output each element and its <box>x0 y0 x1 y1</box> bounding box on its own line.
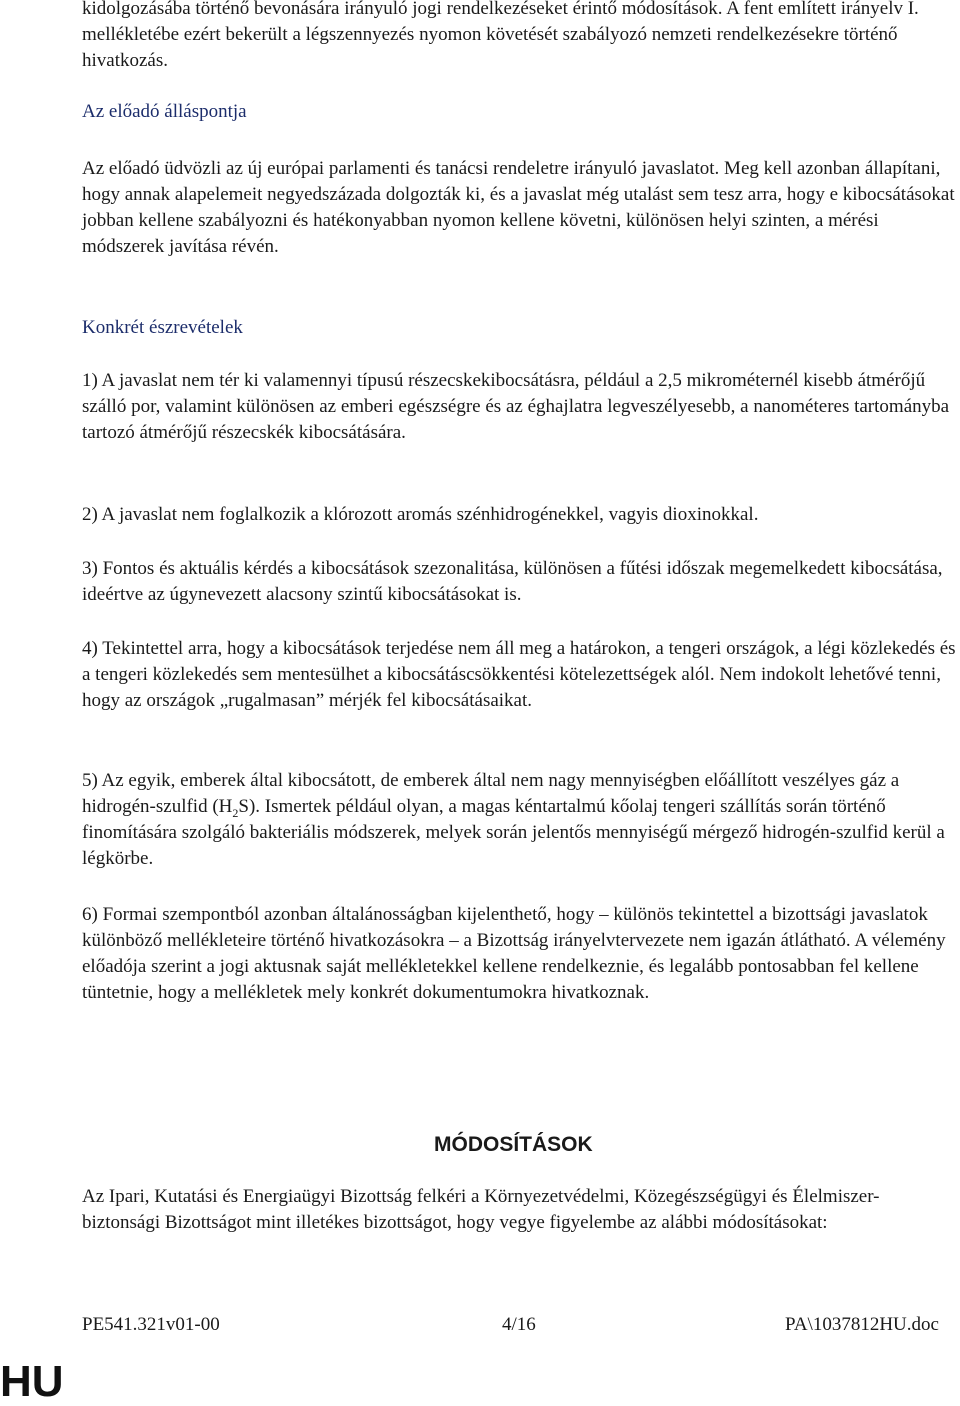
footer-doc-ref: PE541.321v01-00 <box>82 1314 220 1335</box>
footer-file-ref: PA\1037812HU.doc <box>785 1314 939 1335</box>
remark-item-2: 2) A javaslat nem foglalkozik a klórozott aromás szénhidrogénekkel, vagyis dioxinokkal. <box>82 504 759 525</box>
remark-item-4: 4) Tekintettel arra, hogy a kibocsátások terjedése nem áll meg a határokon, a tengeri országok, a légi közlekedés és a tengeri közlekedés sem mentesülhet a kibocsátáscsökkentési kötelezettségek alól. Nem indokolt lehetővé tenni, hogy az országok „rugalmasan” mérjék fel kibocsátásaikat. <box>82 638 956 711</box>
section-heading-rapporteur: Az előadó álláspontja <box>82 101 247 122</box>
section-heading-remarks: Konkrét észrevételek <box>82 317 243 338</box>
page-footer <box>82 1312 960 1338</box>
remark-item-1: 1) A javaslat nem tér ki valamennyi típusú részecskekibocsátásra, például a 2,5 mikrométernél kisebb átmérőjű szálló por, valamint különösen az emberi egészségre és az éghajlatra legveszélyesebb, a nanométeres tartományba tartozó átmérőjű részecskék kibocsátására. <box>82 370 950 443</box>
remark-item-3: 3) Fontos és aktuális kérdés a kibocsátások szezonalitása, különösen a fűtési időszak megemelkedett kibocsátása, ideértve az úgynevezett alacsony szintű kibocsátásokat is. <box>82 558 943 605</box>
remark-item-5-text-b: S). Ismertek például olyan, a magas kéntartalmú kőolaj tengeri szállítás során történő finomítására szolgáló bakteriális módszerek, melyek során jelentős mennyiségű mérgező hidrogén-szulfid kerül a légkörbe. <box>82 796 945 869</box>
remark-item-6: 6) Formai szempontból azonban általánosságban kijelenthető, hogy – különös tekintettel a bizottsági javaslatok különböző mellékleteire történő hivatkozásokra – a Bizottság irányelvtervezete nem igazán átlátható. A vélemény előadója szerint a jogi aktusnak saját mellékletekkel kellene rendelkeznie, és legalább pontosabban fel kellene tüntetnie, hogy a mellékletek mely konkrét dokumentumokra hivatkoznak. <box>82 904 946 1003</box>
intro-paragraph: kidolgozásába történő bevonására irányuló jogi rendelkezéseket érintő módosítások. A fent említett irányelv I. mellékletébe ezért bekerült a légszennyezés nyomon követését szabályozó nemzeti rendelkezésekre történő hivatkozás. <box>82 0 919 71</box>
remark-item-5-subscript: 2 <box>232 805 239 820</box>
remark-item-5 <box>82 768 956 872</box>
amendments-intro: Az Ipari, Kutatási és Energiaügyi Bizottság felkéri a Környezetvédelmi, Közegészségügyi és Élelmiszer-biztonsági Bizottságot mint illetékes bizottságot, hogy vegye figyelembe az alábbi módosításokat: <box>82 1186 880 1233</box>
rapporteur-paragraph: Az előadó üdvözli az új európai parlamenti és tanácsi rendeletre irányuló javaslatot. Meg kell azonban állapítani, hogy annak alapelemeit negyedszázada dolgozták ki, és a javaslat még utalást sem tesz arra, hogy e kibocsátásokat jobban kellene szabályozni és hatékonyabban nyomon kellene követni, különösen helyi szinten, a mérési módszerek javítása révén. <box>82 158 955 257</box>
footer-page-number: 4/16 <box>502 1314 536 1335</box>
amendments-title: MÓDOSÍTÁSOK <box>434 1133 593 1156</box>
remark-item-5-text-a: 5) Az egyik, emberek által kibocsátott, de emberek által nem nagy mennyiségben előállított veszélyes gáz a hidrogén-szulfid (H <box>82 770 900 817</box>
language-code: HU <box>0 1357 64 1406</box>
